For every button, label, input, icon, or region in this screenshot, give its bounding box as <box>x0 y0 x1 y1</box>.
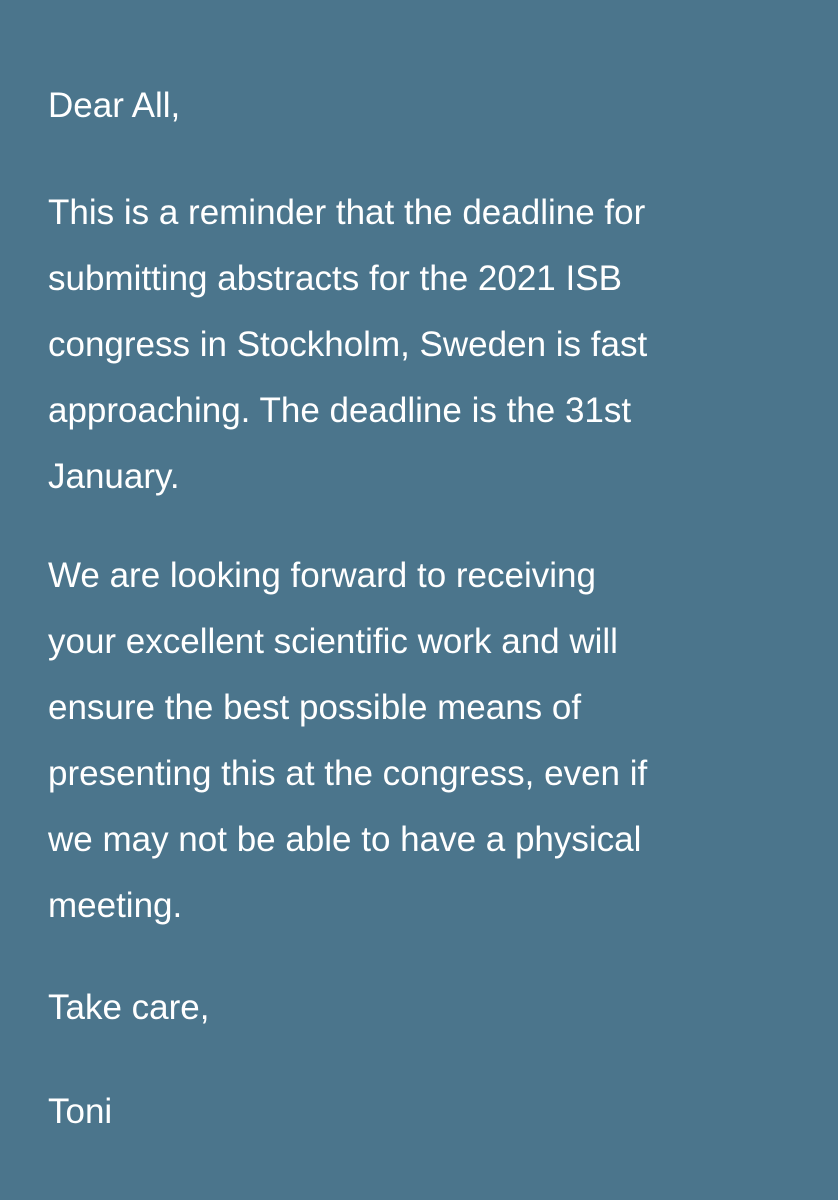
body-paragraph-forward: We are looking forward to receiving your excellent scientific work and will ensure the best possible means of presenting this at the congress, even if we may not be able to have a physical meeting. <box>48 556 648 925</box>
greeting: Dear All, <box>48 86 181 125</box>
body-paragraph-reminder: This is a reminder that the deadline for submitting abstracts for the 2021 ISB congress in Stockholm, Sweden is fast approaching. The deadline is the 31st January. <box>48 193 648 496</box>
signature: Toni <box>48 1092 113 1131</box>
closing: Take care, <box>48 988 210 1027</box>
